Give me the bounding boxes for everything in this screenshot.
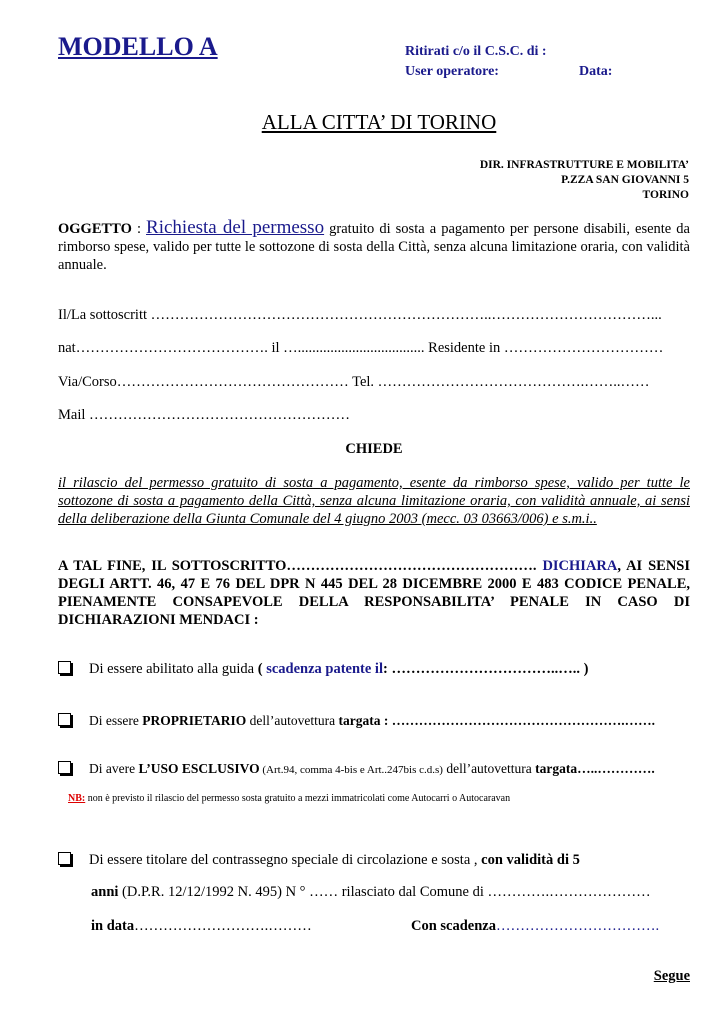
mail-field[interactable]: Mail ……………………………………………… — [58, 407, 351, 423]
item-text: Di essere titolare del contrassegno speciale di circolazione e sosta , — [89, 852, 482, 868]
item-small: (Art.94, comma 4-bis e Art..247bis c.d.s) — [259, 764, 443, 776]
scadenza-label: Con scadenza — [411, 918, 496, 934]
item-text: dell’autovettura — [246, 713, 339, 728]
chiede-heading: CHIEDE — [345, 441, 403, 457]
in-data-dots: ……………………….……… — [134, 918, 312, 934]
address-line: TORINO — [642, 189, 689, 201]
in-data-field[interactable] — [91, 918, 312, 935]
nb-label: NB: — [68, 793, 86, 804]
dichiara-word: DICHIARA — [542, 558, 618, 574]
oggetto-sep: : — [131, 221, 147, 237]
oggetto-highlight: Richiesta del permesso — [146, 217, 325, 238]
birth-residence-field[interactable]: nat…………………………………. il …................................... Residente in …………………………… — [58, 340, 664, 356]
checkbox[interactable] — [58, 761, 71, 774]
item-text: Di essere abilitato alla guida — [89, 661, 258, 677]
checkbox[interactable] — [58, 852, 71, 865]
nb-note — [68, 793, 510, 804]
item-bold: PROPRIETARIO — [142, 713, 247, 728]
segue-label: Segue — [653, 968, 690, 984]
item-bold: con validità di 5 — [481, 852, 580, 868]
ritirati-label: Ritirati c/o il C.S.C. di : — [405, 44, 547, 59]
dichiara-post: , AI SENSI DEGLI ARTT. 46, 47 E 76 DEL DPR N 445 DEL 28 DICEMBRE 2000 E 483 CODICE PENALE, PIENAMENTE CONSAPEVOLE DELLA RESPONSABILITA’ PENALE IN CASO DI DICHIARAZIONI MENDACI : — [58, 558, 690, 628]
item-patente — [58, 660, 588, 678]
item-paren: ( — [257, 661, 267, 677]
dichiara-paragraph — [58, 557, 690, 629]
scadenza-field[interactable] — [411, 918, 659, 935]
item-uso-esclusivo — [58, 760, 655, 777]
oggetto-paragraph — [58, 219, 690, 274]
data-label: Data: — [579, 64, 613, 79]
item-bold: L’USO ESCLUSIVO — [138, 761, 260, 776]
scadenza-dots: ……………………………. — [496, 918, 660, 934]
address-line: DIR. INFRASTRUTTURE E MOBILITA’ — [479, 159, 689, 171]
oggetto-text: gratuito di sosta a pagamento per persone disabili, esente da rimborso spese, valido per tutte le sottozone di sosta della Città, senza alcuna limitazione oraria, con validità annuale. — [58, 221, 690, 273]
item-contrassegno — [58, 851, 580, 869]
chiede-text: il rilascio del permesso gratuito di sosta a pagamento, esente da rimborso spese, valido per tutte le sottozone di sosta a pagamento della Città, senza alcuna limitazione oraria, con validità annuale, ai sensi della deliberazione della Giunta Comunale del 4 giugno 2003 (mecc. 03 03663/006) e s.m.i.. — [58, 475, 690, 527]
item-dots[interactable]: : ……………………………..….. ) — [382, 661, 589, 677]
item-dots[interactable]: targata…..…………. — [535, 761, 655, 776]
item-bold: scadenza patente il — [266, 661, 383, 677]
nb-text: non è previsto il rilascio del permesso sosta gratuito a mezzi immatricolati come Autocarri o Autocaravan — [85, 793, 511, 804]
contrassegno-line2[interactable] — [91, 884, 651, 901]
item-proprietario — [58, 712, 655, 729]
recipient-address — [480, 158, 689, 203]
anni-label: anni — [91, 884, 119, 900]
dichiara-pre: A TAL FINE, IL SOTTOSCRITTO……………………………………………. — [58, 558, 543, 574]
item-text: Di avere — [89, 761, 139, 776]
checkbox[interactable] — [58, 713, 71, 726]
item-text: dell’autovettura — [442, 761, 536, 776]
address-line: P.ZZA SAN GIOVANNI 5 — [561, 174, 689, 186]
contrassegno-text: (D.P.R. 12/12/1992 N. 495) N ° …… rilasciato dal Comune di ………….………………… — [118, 884, 651, 900]
oggetto-label: OGGETTO — [58, 221, 132, 237]
address-phone-field[interactable]: Via/Corso………………………………………… Tel. …………………………………….……..…… — [58, 374, 650, 390]
sottoscritto-field[interactable]: Il/La sottoscritt ……………………………………………………………..……………………………... — [58, 307, 662, 323]
user-operatore-label: User operatore: — [405, 64, 499, 79]
checkbox[interactable] — [58, 661, 71, 674]
in-data-label: in data — [91, 918, 135, 934]
item-dots[interactable]: targata : …………………………………………….……. — [338, 713, 655, 728]
recipient-city: ALLA CITTA’ DI TORINO — [261, 110, 497, 134]
item-text: Di essere — [89, 713, 143, 728]
form-title: MODELLO A — [58, 32, 218, 61]
